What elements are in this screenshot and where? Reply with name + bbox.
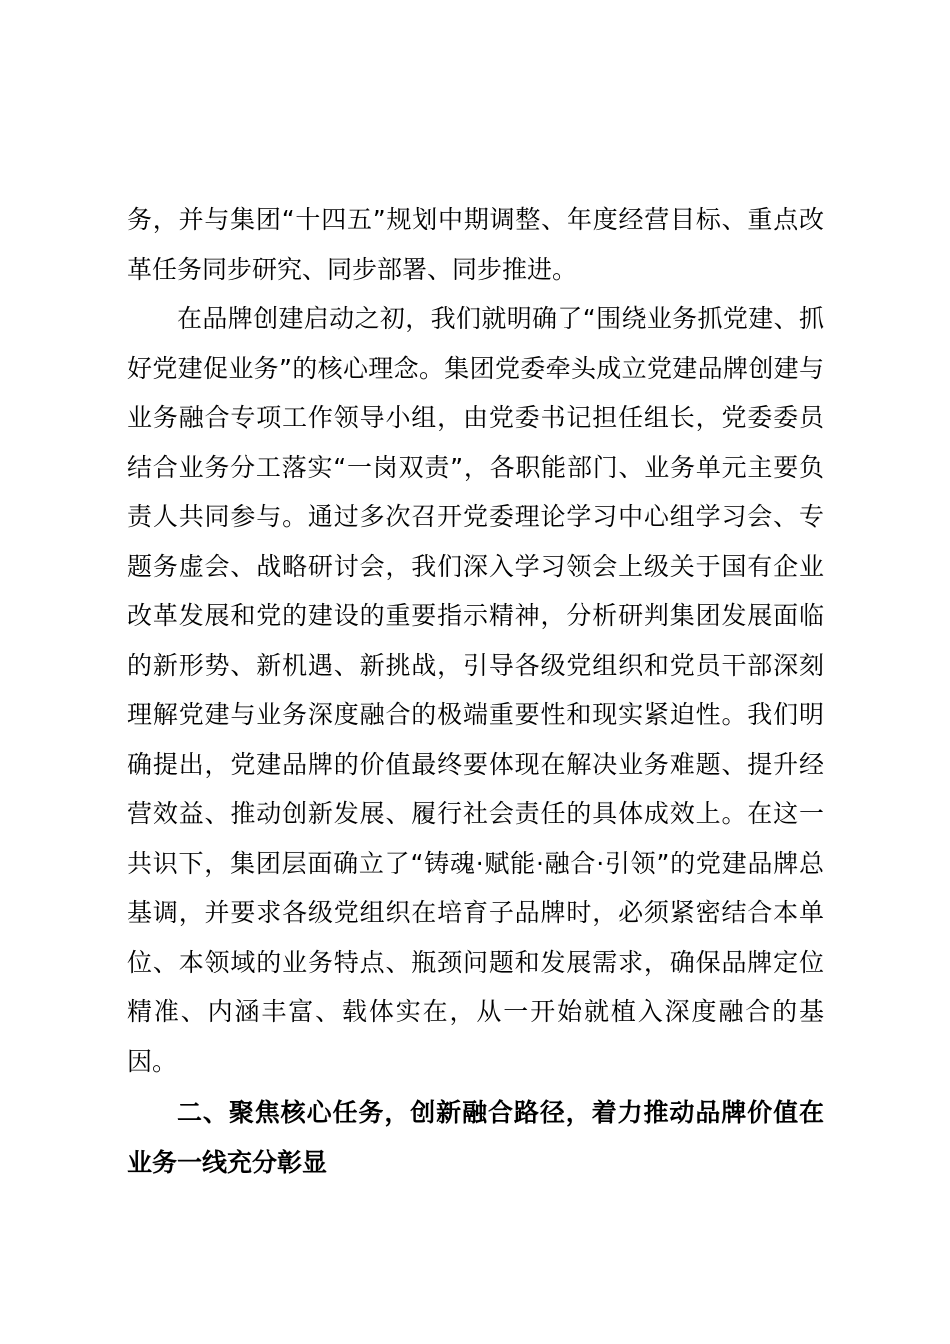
continued-paragraph: 务，并与集团“十四五”规划中期调整、年度经营目标、重点改革任务同步研究、同步部署、同步推进。 <box>127 205 824 284</box>
document-body <box>127 195 824 1187</box>
body-paragraph: 在品牌创建启动之初，我们就明确了“围绕业务抓党建、抓好党建促业务”的核心理念。集团党委牵头成立党建品牌创建与业务融合专项工作领导小组，由党委书记担任组长，党委委员结合业务分工落实“一岗双责”，各职能部门、业务单元主要负责人共同参与。通过多次召开党委理论学习中心组学习会、专题务虚会、战略研讨会，我们深入学习领会上级关于国有企业改革发展和党的建设的重要指示精神，分析研判集团发展面临的新形势、新机遇、新挑战，引导各级党组织和党员干部深刻理解党建与业务深度融合的极端重要性和现实紧迫性。我们明确提出，党建品牌的价值最终要体现在解决业务难题、提升经营效益、推动创新发展、履行社会责任的具体成效上。在这一共识下，集团层面确立了“铸魂·赋能·融合·引领”的党建品牌总基调，并要求各级党组织在培育子品牌时，必须紧密结合本单位、本领域的业务特点、瓶颈问题和发展需求，确保品牌定位精准、内涵丰富、载体实在，从一开始就植入深度融合的基因。 <box>127 304 824 1076</box>
section-heading: 二、聚焦核心任务，创新融合路径，着力推动品牌价值在业务一线充分彰显 <box>127 1098 824 1177</box>
